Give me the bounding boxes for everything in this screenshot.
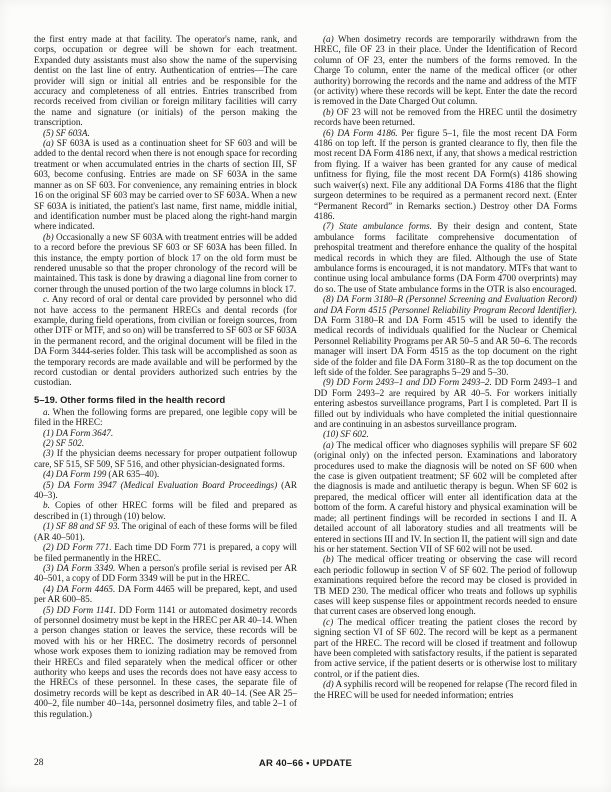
list-item: [34, 480, 297, 501]
paragraph: [314, 554, 577, 616]
paragraph-text: SF 603A is used as a continuation sheet for SF 603 and will be added to the dental record when there is not enough space for recording treatment or when accumulated entries in the charts of section III, SF 603, become confusing. Entries are made on SF 603A in the same manner as on SF 603. For convenience, any remaining entries in block 16 on the original SF 603 may be carried over to SF 603A. When a new SF 603A is initiated, the patient's last name, first name, middle initial, and identification number must be placed along the right-hand margin where indicated.: [34, 138, 297, 232]
paragraph-label: (5) SF 603A.: [43, 127, 90, 138]
paragraph-text: The medical officer treating the patient closes the record by signing section VI of SF 602. The record will be kept as a permanent part of the HREC. The record will be closed if treatment and followup have been completed with satisfactory results, if the patient is separated from active service, if the patient deserts or is otherwise lost to military control, or if the patient dies.: [314, 616, 577, 679]
paragraph-label: (10) SF 602.: [323, 429, 369, 440]
page-footer: [34, 758, 577, 770]
paragraph-label: (a): [43, 138, 54, 149]
paragraph-text: Occasionally a new SF 603A with treatment entries will be added to a record before the previous SF 603 or SF 603A has been filled. In this instance, the empty portion of block 17 on the old form must be rendered unusable so that the proper chronology of the record will be maintained. This task is done by drawing a diagonal line from corner to corner through the unused portion of the two large columns in block 17.: [34, 231, 297, 294]
list-item: [34, 438, 297, 448]
left-column: [34, 34, 297, 719]
paragraph: [34, 232, 297, 294]
paragraph-label: b.: [43, 500, 50, 511]
paragraph-label: (3) DA Form 3349.: [43, 562, 116, 573]
list-item: [314, 377, 577, 429]
list-item: [34, 469, 297, 479]
paragraph-text: Each time DD Form 771 is prepared, a copy will be filed permanently in the HREC.: [34, 542, 297, 563]
paragraph-label: (b): [43, 231, 54, 242]
paragraph: [314, 440, 577, 554]
paragraph: [314, 617, 577, 679]
paragraph-label: (a): [323, 439, 334, 450]
paragraph: [314, 107, 577, 128]
paragraph-label: (5) DD Form 1141.: [43, 604, 116, 615]
paragraph: [34, 138, 297, 232]
list-item: [34, 428, 297, 438]
list-item: [34, 563, 297, 584]
paragraph-label: c.: [43, 294, 50, 305]
paragraph-label: (4) DA Form 199: [43, 469, 107, 480]
paragraph-text: Per figure 5–1, file the most recent DA Form 4186 on top left. If the person is granted clearance to fly, then file the most recent DA Form 4186 next, if any, that shows a medical restriction from flying. If a waiver has been granted for any cause of medical unfitness for flying, file the most recent DA Form(s) 4186 showing such waiver(s) next. File any additional DA Forms 4186 that the flight surgeon determines to be required as a permanent record next. (Enter “Permanent Record” in Remarks section.) Destroy other DA Forms 4186.: [314, 127, 577, 221]
text-columns: [34, 34, 577, 719]
paragraph-text: The original of each of these forms will be filed (AR 40–501).: [34, 521, 297, 542]
paragraph-label: (9) DD Form 2493–1 and DD Form 2493–2.: [323, 377, 492, 388]
paragraph-text: When the following forms are prepared, one legible copy will be filed in the HREC:: [34, 406, 297, 428]
paragraph-text: (AR 40–3).: [34, 479, 298, 501]
paragraph-text: When a person's profile serial is revised per AR 40–501, a copy of DD Form 3349 will be put in the HREC.: [34, 562, 297, 584]
paragraph-label: (2) SF 502.: [43, 438, 85, 449]
paragraph-text: Copies of other HREC forms will be filed and prepared as described in (1) through (10) below.: [34, 500, 297, 521]
paragraph-text: DD Form 2493–1 and DD Form 2493–2 are required by AR 40–5. For workers initially entering asbestos surveillance programs, Part I is completed. Part II is filled out by individuals who have completed the initial questionnaire and are continuing in an asbestos surveillance program.: [314, 377, 577, 430]
list-item: [314, 294, 577, 377]
paragraph-label: (4) DA Form 4465.: [43, 583, 116, 594]
paragraph: [34, 34, 297, 128]
paragraph-label: (b): [323, 554, 334, 565]
list-item: [314, 221, 577, 294]
paragraph-label: (b): [323, 106, 334, 117]
paragraph-label: (a): [323, 34, 334, 44]
paragraph-text: A syphilis record will be reopened for relapse (The record filed in the HREC will be used for needed information; entries: [314, 679, 577, 700]
paragraph-text: If the physician deems necessary for proper outpatient followup care, SF 515, SF 509, SF 516, and other physician-designated forms.: [34, 448, 297, 469]
paragraph-text: DD Form 1141 or automated dosimetry records of personnel dosimetry must be kept in the HREC per AR 40–14. When a person changes station or leaves the service, these records will be moved with his or her HREC. The dosimetry records of personnel whose work exposes them to ionizing radiation may be removed from their HRECs and filed separately when the medical officer or other authority who keeps and uses the records does not have easy access to the HRECs of these personnel. In these cases, the separate file of dosimetry records will be kept as described in AR 40–14. (See AR 25–400–2, file number 40–14a, personnel dosimetry files, and table 2–1 of this regulation.): [34, 604, 297, 719]
list-item: [34, 448, 297, 469]
right-column: [314, 34, 577, 719]
paragraph-label: (5) DA Form 3947 (Medical Evaluation Board Proceedings): [43, 479, 278, 490]
paragraph: [34, 407, 297, 428]
paragraph: [34, 294, 297, 388]
paragraph-label: (8) DA Form 3180–R (Personnel Screening and Evaluation Record) and DA Form 4515 (Personnel Reliability Program Record Identifier).: [314, 294, 577, 315]
section-heading: 5–19. Other forms filed in the health record: [34, 393, 226, 405]
list-item: [314, 429, 577, 439]
list-item: [34, 542, 297, 563]
paragraph-text: The medical officer treating or observing the case will record each periodic followup in section V of SF 602. The period of followup examinations required before the record may be closed is provided in TB MED 230. The medical officer who treats and follows up syphilis cases will keep suspense files or appointment records needed to ensure that current cases are observed long enough.: [314, 554, 577, 617]
paragraph-label: (1) DA Form 3647.: [43, 427, 114, 438]
paragraph-label: a.: [43, 406, 50, 417]
paragraph-text: Any record of oral or dental care provided by personnel who did not have access to the permanent HRECs and dental records (for example, during field operations, from civilian or foreign sources, from other DTF or MTF, and so on) will be transferred to SF 603 or SF 603A in the permanent record, and the original document will be filed in the DA Form 3444-series folder. This task will be accomplished as soon as the temporary records are made available and will be performed by the record custodian or dental providers authorized such entries by the custodian.: [34, 294, 297, 388]
paragraph-label: (1) SF 88 and SF 93.: [43, 521, 120, 532]
paragraph-text: (AR 635–40).: [106, 469, 160, 480]
paragraph-text: The medical officer who diagnoses syphilis will prepare SF 602 (original only) on the infected person. Examinations and laboratory procedures used to make the diagnosis will be noted on SF 600 when the case is given outpatient treatment; SF 602 will be completed after the diagnosis is made and antiluetic therapy is begun. When SF 602 is prepared, the medical officer will enter all identification data at the bottom of the form. A careful history and physical examination will be made; all pertinent findings will be recorded in sections I and II. A detailed account of all laboratory studies and all treatments will be entered in sections III and IV. In section II, the patient will sign and date his or her statement. Section VII of SF 602 will not be used.: [314, 439, 577, 554]
paragraph-label: (2) DD Form 771.: [43, 542, 112, 553]
paragraph-text: By their design and content, State ambulance forms facilitate comprehensive documentation of prehospital treatment and therefore enhance the quality of the hospital medical records in which they are filed. Although the use of State ambulance forms is encouraged, it is not mandatory. MTFs that want to continue using local ambulance forms (DA Form 4700 overprints) may do so. The use of State ambulance forms in the OTR is also encouraged.: [314, 221, 577, 294]
paragraph-label: (c): [323, 616, 334, 627]
paragraph: [314, 679, 577, 700]
list-item: [314, 128, 577, 222]
paragraph-label: (3): [43, 448, 54, 459]
paragraph-text: When dosimetry records are temporarily withdrawn from the HREC, file OF 23 in their place. Under the Identification of Record column of OF 23, enter the numbers of the forms removed. In the Charge To column, enter the name of the medical officer (or other authority) borrowing the records and the name and address of the MTF (or activity) where these records will be kept. Enter the date the record is removed in the Date Charged Out column.: [314, 34, 577, 107]
list-item: [34, 605, 297, 719]
paragraph: [34, 500, 297, 521]
paragraph-label: (7) State ambulance forms.: [323, 221, 432, 232]
paragraph-text: DA Form 3180–R and DA Form 4515 will be used to identify the medical records of individuals qualified for the Nuclear or Chemical Personnel Reliability Programs per AR 50–5 and AR 50–6. The records manager will insert DA Form 4515 as the top document on the right side of the folder and file DA Form 3180–R as the top document on the left side of the folder. See paragraphs 5–29 and 5–30.: [314, 314, 577, 377]
list-item: [34, 521, 297, 542]
list-item: [34, 584, 297, 605]
paragraph-label: (d): [323, 679, 334, 690]
paragraph-text: OF 23 will not be removed from the HREC until the dosimetry records have been returned.: [314, 106, 577, 128]
paragraph: [314, 34, 577, 107]
page-number: 28: [34, 758, 44, 768]
paragraph-label: (6) DA Form 4186.: [323, 127, 398, 138]
paragraph-text: the first entry made at that facility. The operator's name, rank, and corps, occupation or degree will be shown for each treatment. Expanded duty assistants must also show the name of the supervising dentist on the last line of entry. Authentication of entries—The care provider will sign or initial all entries and be responsible for the accuracy and completeness of all entries. Entries transcribed from records received from civilian or foreign military facilities will carry the name and signature (or initials) of the person making the transcription.: [34, 34, 297, 128]
paragraph: [34, 128, 297, 138]
regulation-id: AR 40–66 • UPDATE: [258, 758, 353, 769]
paragraph-text: DA Form 4465 will be prepared, kept, and used per AR 600–85.: [34, 583, 297, 605]
